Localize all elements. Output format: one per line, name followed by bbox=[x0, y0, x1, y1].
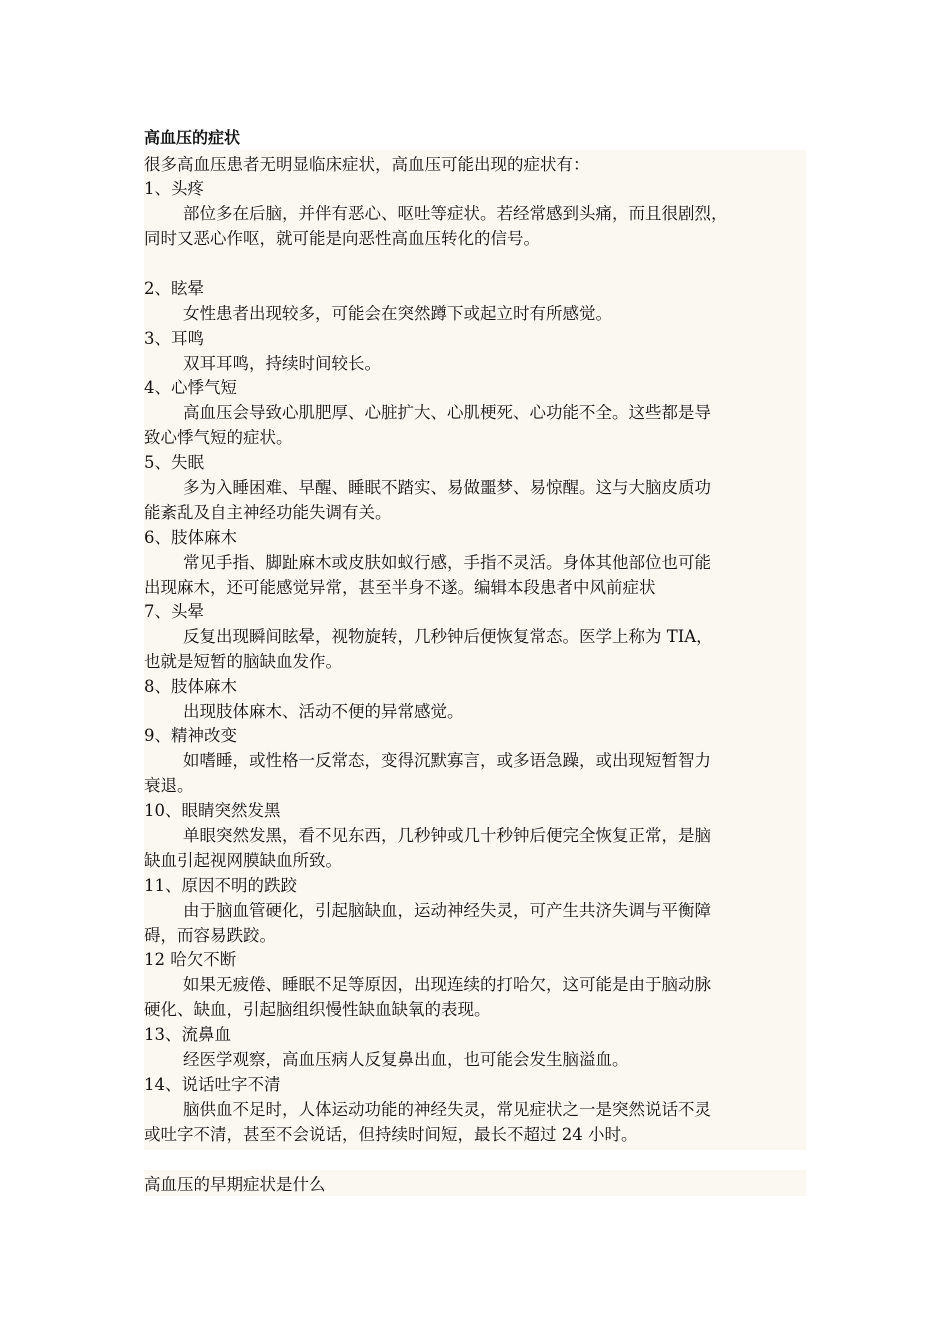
item-heading: 9、精神改变 bbox=[144, 726, 237, 745]
item-text: 高血压会导致心肌肥厚、心脏扩大、心肌梗死、心功能不全。这些都是导 bbox=[183, 403, 711, 422]
item-heading: 13、流鼻血 bbox=[144, 1025, 231, 1044]
item-heading: 11、原因不明的跌跤 bbox=[144, 876, 297, 895]
item-heading: 10、眼睛突然发黑 bbox=[144, 801, 281, 820]
item-text: 缺血引起视网膜缺血所致。 bbox=[144, 851, 342, 870]
item-text: 同时又恶心作呕，就可能是向恶性高血压转化的信号。 bbox=[144, 229, 540, 248]
item-text: 或吐字不清，甚至不会说话，但持续时间短，最长不超过 24 小时。 bbox=[144, 1125, 638, 1144]
item-text: 也就是短暂的脑缺血发作。 bbox=[144, 652, 342, 671]
item-heading: 12 哈欠不断 bbox=[144, 950, 237, 969]
item-text: 如果无疲倦、睡眠不足等原因，出现连续的打哈欠，这可能是由于脑动脉 bbox=[183, 975, 711, 994]
item-text: 多为入睡困难、早醒、睡眠不踏实、易做噩梦、易惊醒。这与大脑皮质功 bbox=[183, 478, 711, 497]
page-title: 高血压的症状 bbox=[144, 128, 241, 147]
item-heading: 2、眩晕 bbox=[144, 279, 204, 298]
item-text: 单眼突然发黑，看不见东西，几秒钟或几十秒钟后便完全恢复正常，是脑 bbox=[183, 826, 711, 845]
footer-heading: 高血压的早期症状是什么 bbox=[144, 1175, 326, 1194]
item-text: 脑供血不足时，人体运动功能的神经失灵，常见症状之一是突然说话不灵 bbox=[183, 1100, 711, 1119]
item-heading: 3、耳鸣 bbox=[144, 329, 204, 348]
item-text: 经医学观察，高血压病人反复鼻出血，也可能会发生脑溢血。 bbox=[183, 1050, 629, 1069]
item-heading: 1、头疼 bbox=[144, 179, 204, 198]
item-heading: 5、失眠 bbox=[144, 453, 204, 472]
item-text: 碍，而容易跌跤。 bbox=[144, 926, 276, 945]
item-text: 致心悸气短的症状。 bbox=[144, 428, 293, 447]
item-heading: 14、说话吐字不清 bbox=[144, 1075, 281, 1094]
item-heading: 4、心悸气短 bbox=[144, 378, 237, 397]
item-text: 衰退。 bbox=[144, 776, 194, 795]
item-text: 双耳耳鸣，持续时间较长。 bbox=[183, 354, 381, 373]
item-text: 出现麻木，还可能感觉异常，甚至半身不遂。编辑本段患者中风前症状 bbox=[144, 578, 656, 597]
item-text: 能紊乱及自主神经功能失调有关。 bbox=[144, 503, 392, 522]
item-text: 如嗜睡，或性格一反常态，变得沉默寡言，或多语急躁，或出现短暂智力 bbox=[183, 751, 711, 770]
intro-text: 很多高血压患者无明显临床症状，高血压可能出现的症状有： bbox=[144, 155, 590, 174]
item-text: 反复出现瞬间眩晕，视物旋转，几秒钟后便恢复常态。医学上称为 TIA， bbox=[183, 627, 713, 646]
item-heading: 6、肢体麻木 bbox=[144, 528, 237, 547]
item-text: 常见手指、脚趾麻木或皮肤如蚁行感，手指不灵活。身体其他部位也可能 bbox=[183, 553, 711, 572]
item-heading: 8、肢体麻木 bbox=[144, 677, 237, 696]
item-text: 部位多在后脑，并伴有恶心、呕吐等症状。若经常感到头痛，而且很剧烈， bbox=[183, 204, 728, 223]
item-text: 出现肢体麻木、活动不便的异常感觉。 bbox=[183, 702, 464, 721]
item-text: 由于脑血管硬化，引起脑缺血，运动神经失灵，可产生共济失调与平衡障 bbox=[183, 901, 711, 920]
item-text: 硬化、缺血，引起脑组织慢性缺血缺氧的表现。 bbox=[144, 1000, 491, 1019]
item-text: 女性患者出现较多，可能会在突然蹲下或起立时有所感觉。 bbox=[183, 304, 612, 323]
item-heading: 7、头晕 bbox=[144, 602, 204, 621]
